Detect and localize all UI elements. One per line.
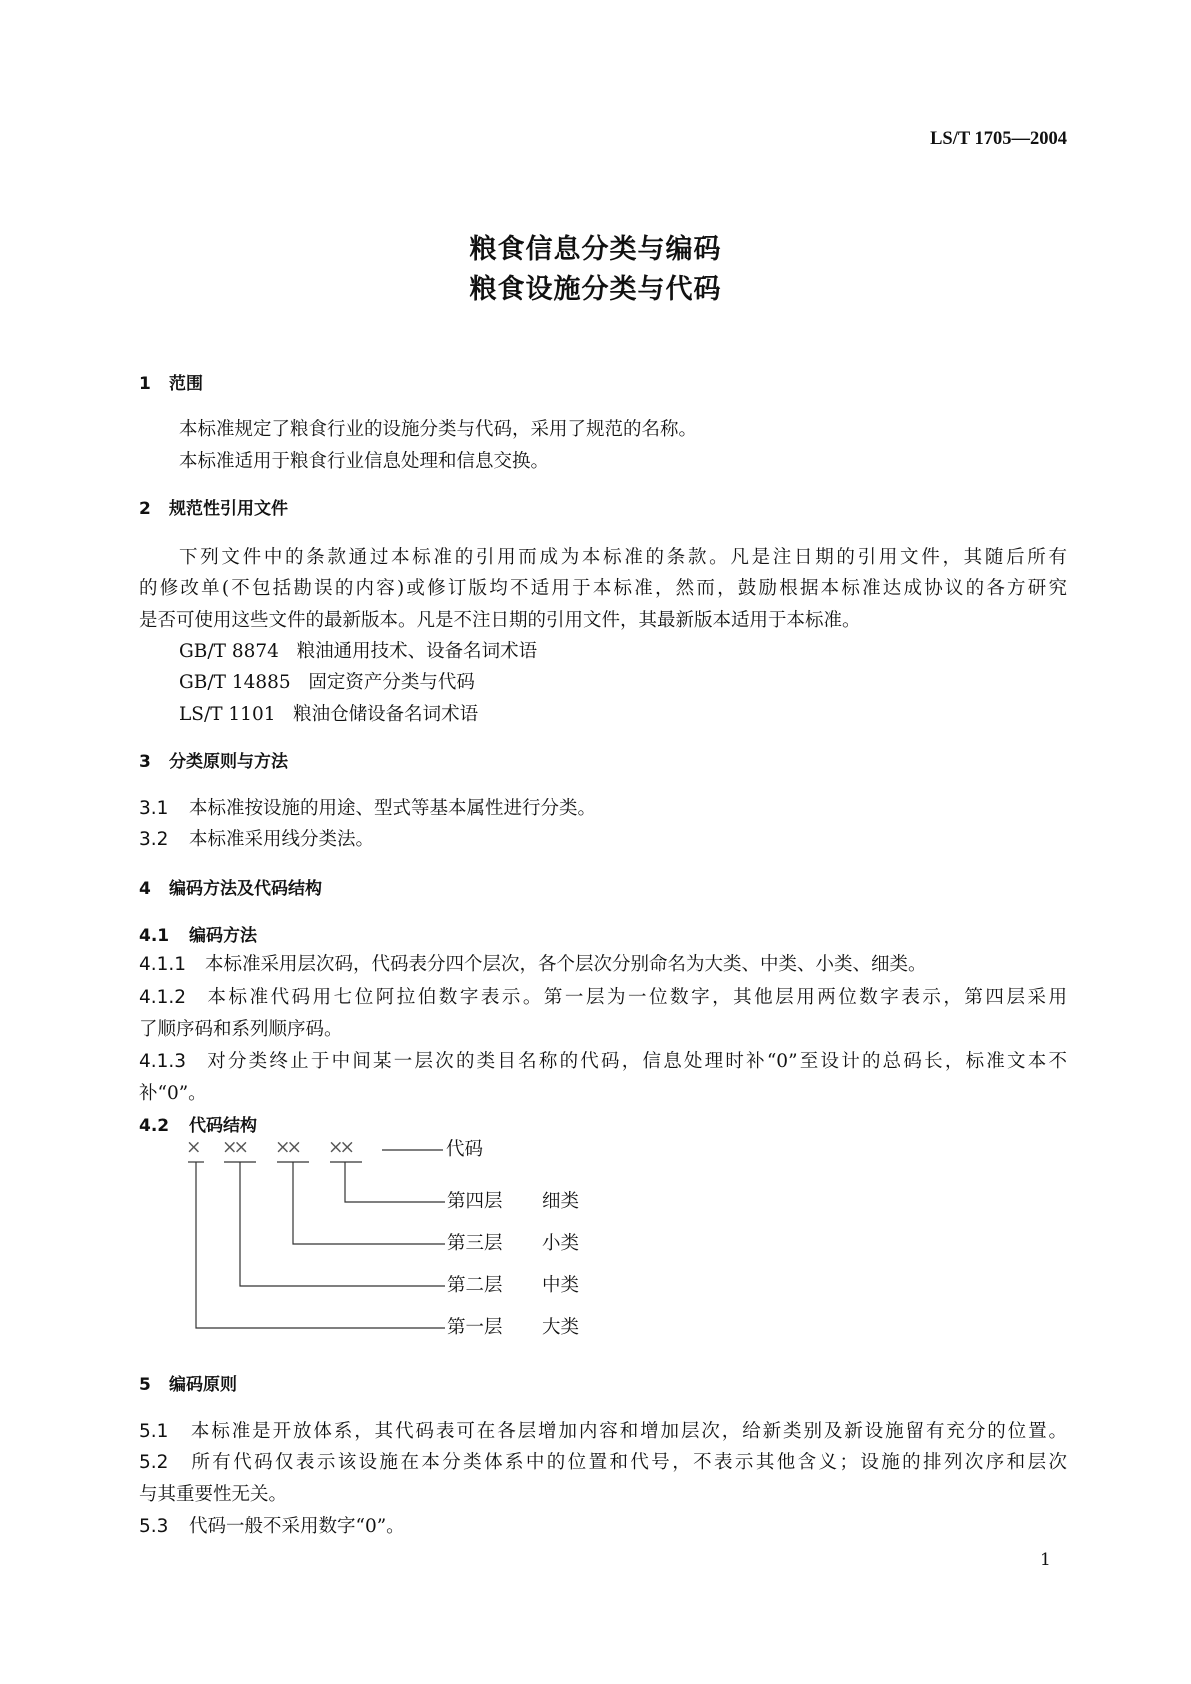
- heading-text: 规范性引用文件: [169, 499, 288, 519]
- section-number: 4: [139, 879, 151, 899]
- reference-code: GB/T 14885: [179, 672, 291, 693]
- clause-5-1: [139, 1420, 1067, 1444]
- clause-5-3: [139, 1515, 405, 1539]
- reference-title: 粮油通用技术、设备名词术语: [296, 641, 538, 662]
- section-5-heading: [139, 1373, 237, 1397]
- clause-text: 本标准是开放体系，其代码表可在各层增加内容和增加层次，给新类别及新设施留有充分的位置。: [189, 1421, 1067, 1442]
- level-name: 第四层: [447, 1191, 503, 1212]
- level-row: [447, 1316, 579, 1340]
- clause-text: 本标准采用层次码，代码表分四个层次，各个层次分别命名为大类、中类、小类、细类。: [205, 954, 927, 975]
- clause-number: 3.1: [139, 798, 169, 819]
- level-name: 第二层: [447, 1275, 503, 1296]
- clause-text: 对分类终止于中间某一层次的类目名称的代码，信息处理时补“0”至设计的总码长，标准文本不: [205, 1051, 1067, 1072]
- level-row: [447, 1232, 579, 1256]
- level-name: 第一层: [447, 1317, 503, 1338]
- section-number: 2: [139, 499, 151, 519]
- title-line-2: 粮食设施分类与代码: [469, 274, 722, 305]
- clause-text: 代码一般不采用数字“0”。: [189, 1516, 405, 1537]
- clause-number: 5.3: [139, 1516, 169, 1537]
- class-name: 大类: [542, 1317, 580, 1338]
- code-label: 代码: [446, 1139, 484, 1160]
- paragraph: 本标准适用于粮食行业信息处理和信息交换。: [179, 451, 550, 472]
- clause-number: 4.2: [139, 1116, 170, 1136]
- reference-code: GB/T 8874: [179, 641, 279, 662]
- clause-5-2: [139, 1451, 1067, 1475]
- clause-4-1-3-cont: 补“0”。: [139, 1083, 207, 1104]
- clause-number: 4.1: [139, 926, 170, 946]
- heading-text: 编码原则: [169, 1375, 237, 1395]
- level-row: [447, 1190, 579, 1214]
- connector-level-3: [293, 1162, 445, 1244]
- standard-number: LS/T 1705—2004: [930, 129, 1067, 149]
- connector-level-2: [240, 1162, 445, 1286]
- paragraph-line: 下列文件中的条款通过本标准的引用而成为本标准的条款。凡是注日期的引用文件，其随后所有: [179, 547, 1067, 568]
- reference-code: LS/T 1101: [179, 704, 276, 725]
- mark: ××: [275, 1137, 299, 1158]
- heading-text: 编码方法及代码结构: [169, 879, 322, 899]
- class-name: 细类: [542, 1191, 580, 1212]
- mark: ××: [328, 1137, 352, 1158]
- connector-level-4: [345, 1162, 445, 1202]
- section-number: 3: [139, 752, 151, 772]
- section-number: 1: [139, 374, 151, 394]
- mark: ×: [186, 1137, 202, 1158]
- paragraph-line: 是否可使用这些文件的最新版本。凡是不注日期的引用文件，其最新版本适用于本标准。: [139, 610, 861, 631]
- reference-title: 粮油仓储设备名词术语: [293, 704, 479, 725]
- paragraph: 本标准规定了粮食行业的设施分类与代码，采用了规范的名称。: [179, 419, 698, 440]
- clause-5-2-cont: 与其重要性无关。: [139, 1484, 288, 1505]
- clause-text: 本标准代码用七位阿拉伯数字表示。第一层为一位数字，其他层用两位数字表示，第四层采用: [205, 987, 1067, 1008]
- level-name: 第三层: [447, 1233, 503, 1254]
- heading-text: 范围: [169, 374, 203, 394]
- reference-title: 固定资产分类与代码: [308, 672, 475, 693]
- clause-number: 4.1.1: [139, 954, 187, 975]
- clause-number: 5.2: [139, 1452, 169, 1473]
- title-line-1: 粮食信息分类与编码: [469, 234, 722, 265]
- level-row: [447, 1274, 579, 1298]
- clause-number: 3.2: [139, 829, 169, 850]
- heading-text: 代码结构: [189, 1116, 257, 1136]
- clause-number: 4.1.3: [139, 1051, 187, 1072]
- heading-text: 编码方法: [189, 926, 257, 946]
- connector-level-1: [196, 1162, 445, 1328]
- mark: ××: [222, 1137, 246, 1158]
- clause-text: 所有代码仅表示该设施在本分类体系中的位置和代号，不表示其他含义；设施的排列次序和层次: [189, 1452, 1067, 1473]
- page-number: 1: [1040, 1550, 1051, 1570]
- clause-number: 4.1.2: [139, 987, 187, 1008]
- clause-text: 本标准按设施的用途、型式等基本属性进行分类。: [189, 798, 597, 819]
- clause-4-1-2-cont: 了顺序码和系列顺序码。: [139, 1019, 343, 1040]
- clause-text: 本标准采用线分类法。: [189, 829, 375, 850]
- class-name: 中类: [542, 1275, 580, 1296]
- heading-text: 分类原则与方法: [169, 752, 288, 772]
- paragraph-line: 的修改单(不包括勘误的内容)或修订版均不适用于本标准，然而，鼓励根据本标准达成协议的各方研究: [139, 578, 1067, 599]
- section-number: 5: [139, 1375, 151, 1395]
- clause-number: 5.1: [139, 1421, 169, 1442]
- class-name: 小类: [542, 1233, 580, 1254]
